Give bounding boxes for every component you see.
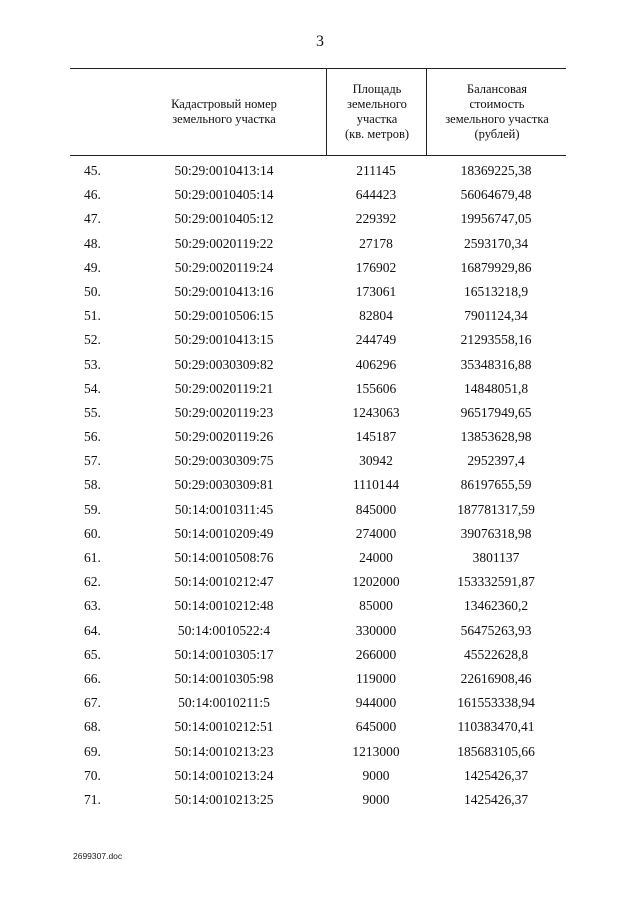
table-row [70,740,566,764]
book-value-cell: 16879929,86 [460,259,532,275]
area-cell: 85000 [359,598,393,614]
book-value-cell: 96517949,65 [460,404,532,420]
row-number: 62. [84,574,101,590]
table-row [70,425,566,449]
area-cell: 644423 [355,187,397,203]
book-value-cell: 56064679,48 [460,187,532,203]
book-value-cell: 56475263,93 [460,622,532,638]
table-row [70,401,566,425]
cadastral-number-cell: 50:14:0010212:47 [174,574,274,590]
book-value-cell: 1425426,37 [463,767,529,783]
cadastral-number-cell: 50:29:0020119:24 [174,259,274,275]
table-row [70,207,566,231]
cadastral-number-cell: 50:29:0020119:23 [174,404,274,420]
book-value-cell: 22616908,46 [460,670,532,686]
area-cell: 1202000 [352,574,400,590]
table-row [70,619,566,643]
area-cell: 9000 [362,791,390,807]
table-row [70,570,566,594]
book-value-cell: 2593170,34 [463,235,529,251]
book-value-cell: 13462360,2 [463,598,529,614]
area-cell: 330000 [355,622,397,638]
row-number: 47. [84,211,101,227]
row-number: 54. [84,380,101,396]
book-value-cell: 35348316,88 [460,356,532,372]
cadastral-number-cell: 50:29:0030309:81 [174,477,274,493]
area-cell: 944000 [355,695,397,711]
book-value-cell: 185683105,66 [457,743,535,759]
cadastral-number-cell: 50:14:0010305:98 [174,670,274,686]
row-number: 61. [84,550,101,565]
table-row [70,715,566,739]
book-value-cell: 3801137 [472,550,520,565]
area-cell: 244749 [355,332,397,348]
cadastral-number-cell: 50:29:0030309:82 [174,356,274,372]
cadastral-number-cell: 50:29:0010405:12 [174,211,274,227]
area-cell: 30942 [359,453,393,469]
row-number: 70. [84,767,101,783]
area-cell: 173061 [355,283,397,299]
book-value-cell: 161553338,94 [457,695,535,711]
table-row [70,473,566,497]
book-value-cell: 21293558,16 [460,332,532,348]
table-row [70,643,566,667]
book-value-cell: 1425426,37 [463,791,529,807]
cadastral-number-cell: 50:29:0010413:14 [174,163,274,178]
table-row [70,328,566,352]
table-row [70,691,566,715]
area-cell: 1243063 [352,404,400,420]
table-row [70,522,566,546]
row-number: 45. [84,163,101,178]
area-cell: 1213000 [352,743,400,759]
area-cell: 845000 [355,501,397,517]
table-body [70,159,566,812]
row-number: 66. [84,670,101,686]
book-value-cell: 14848051,8 [463,380,529,396]
cadastral-number-cell: 50:14:0010209:49 [174,525,274,541]
book-value-cell: 2952397,4 [467,453,525,469]
area-cell: 27178 [359,235,393,251]
area-cell: 119000 [356,670,396,686]
row-number: 60. [84,525,101,541]
cadastral-number-cell: 50:14:0010213:25 [174,791,274,807]
header-area: Площадь земельного участка (кв. метров) [326,69,427,155]
area-cell: 1110144 [352,477,400,493]
area-cell: 266000 [355,646,397,662]
table-row [70,232,566,256]
header-cadastral-number: Кадастровый номер земельного участка [171,97,277,126]
book-value-cell: 45522628,8 [463,646,529,662]
book-value-cell: 86197655,59 [460,477,532,493]
area-cell: 211145 [356,163,396,178]
row-number: 68. [84,719,101,735]
cadastral-number-cell: 50:14:0010212:48 [174,598,274,614]
table-row [70,788,566,812]
book-value-cell: 153332591,87 [457,574,535,590]
row-number: 46. [84,187,101,203]
book-value-cell: 7901124,34 [464,308,528,324]
row-number: 48. [84,235,101,251]
cadastral-number-cell: 50:14:0010311:45 [174,501,274,517]
book-value-cell: 39076318,98 [460,525,532,541]
row-number: 63. [84,598,101,614]
cadastral-number-cell: 50:29:0030309:75 [174,453,274,469]
area-cell: 645000 [355,719,397,735]
document-filename: 2699307.doc [73,851,123,861]
table-row [70,667,566,691]
table-row [70,377,566,401]
row-number: 71. [84,791,101,807]
table-row [70,280,566,304]
land-plots-table [70,68,566,812]
row-number: 59. [84,501,101,517]
row-number: 51. [84,308,101,324]
book-value-cell: 16513218,9 [463,283,529,299]
header-book-value: Балансовая стоимость земельного участка (рублей) [426,69,567,155]
cadastral-number-cell: 50:14:0010213:23 [174,743,274,759]
area-cell: 145187 [355,429,397,445]
row-number: 58. [84,477,101,493]
table-row [70,498,566,522]
book-value-cell: 110383470,41 [457,719,535,735]
area-cell: 274000 [355,525,397,541]
book-value-cell: 19956747,05 [460,211,532,227]
row-number: 55. [84,404,101,420]
row-number: 53. [84,356,101,372]
area-cell: 406296 [355,356,397,372]
table-row [70,159,566,183]
page-number: 3 [316,33,324,50]
area-cell: 82804 [359,308,393,324]
area-cell: 24000 [359,550,393,565]
table-row [70,764,566,788]
table-row [70,594,566,618]
table-row [70,546,566,570]
table-row [70,304,566,328]
cadastral-number-cell: 50:14:0010212:51 [174,719,274,735]
table-row [70,183,566,207]
row-number: 52. [84,332,101,348]
row-number: 69. [84,743,101,759]
row-number: 50. [84,283,101,299]
cadastral-number-cell: 50:29:0020119:22 [174,235,274,251]
book-value-cell: 187781317,59 [457,501,535,517]
row-number: 57. [84,453,101,469]
table-row [70,449,566,473]
area-cell: 229392 [355,211,397,227]
book-value-cell: 13853628,98 [460,429,532,445]
row-number: 49. [84,259,101,275]
area-cell: 176902 [355,259,397,275]
table-row [70,353,566,377]
cadastral-number-cell: 50:14:0010305:17 [174,646,274,662]
cadastral-number-cell: 50:29:0010506:15 [174,308,274,324]
row-number: 64. [84,622,101,638]
book-value-cell: 18369225,38 [460,163,532,178]
row-number: 56. [84,429,101,445]
row-number: 67. [84,695,101,711]
cadastral-number-cell: 50:29:0010413:15 [174,332,274,348]
cadastral-number-cell: 50:14:0010213:24 [174,767,274,783]
cadastral-number-cell: 50:29:0020119:21 [174,380,274,396]
row-number: 65. [84,646,101,662]
cadastral-number-cell: 50:29:0010413:16 [174,283,274,299]
cadastral-number-cell: 50:14:0010211:5 [178,695,270,711]
area-cell: 9000 [362,767,390,783]
table-row [70,256,566,280]
cadastral-number-cell: 50:29:0010405:14 [174,187,274,203]
area-cell: 155606 [355,380,397,396]
cadastral-number-cell: 50:14:0010508:76 [174,550,274,565]
cadastral-number-cell: 50:29:0020119:26 [174,429,274,445]
cadastral-number-cell: 50:14:0010522:4 [177,622,271,638]
table-header [70,68,566,156]
